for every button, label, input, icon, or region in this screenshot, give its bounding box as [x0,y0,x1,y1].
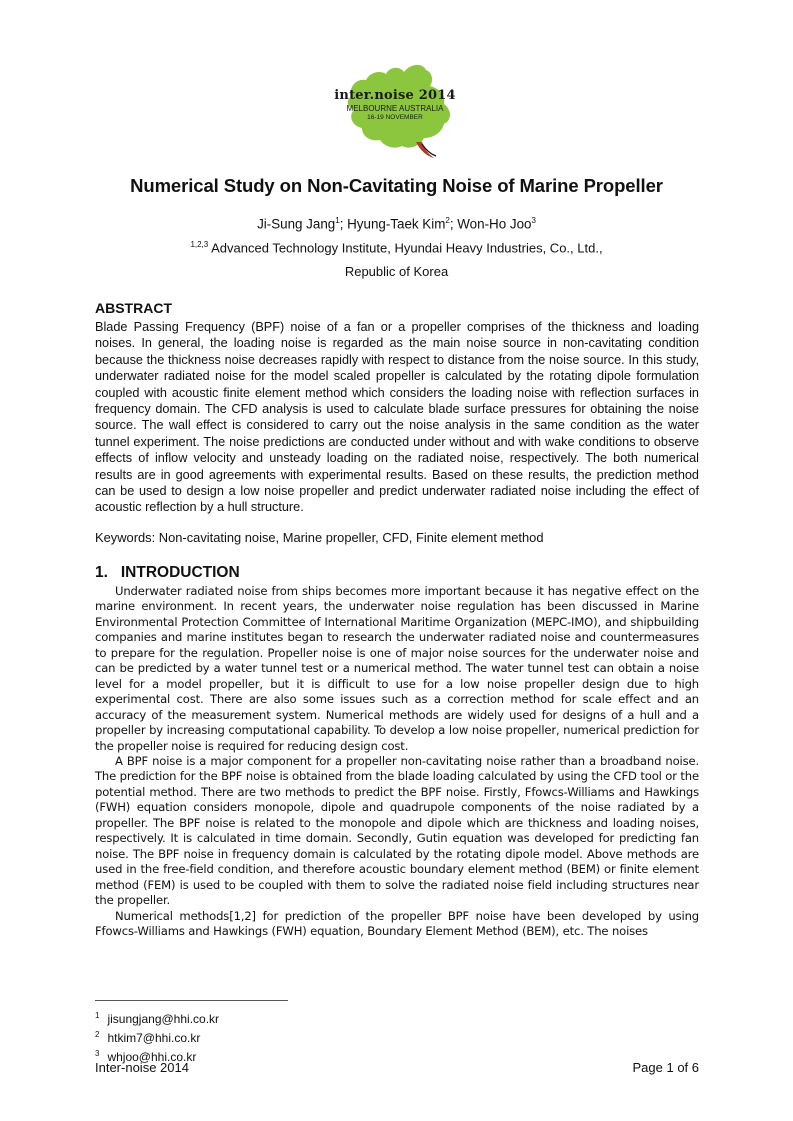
author-3-sup: 3 [531,216,536,225]
footer-conference: Inter-noise 2014 [95,1060,189,1075]
author-3: Won-Ho Joo [457,216,532,232]
author-sep-1: ; [339,216,348,232]
footnote-3-email: whjoo@hhi.co.kr [107,1050,197,1064]
affiliation-text: Advanced Technology Institute, Hyundai Heavy Industries, Co., Ltd., [208,240,603,256]
intro-paragraph-3: Numerical methods[1,2] for prediction of the propeller BPF noise have been developed by using Ffowcs-Williams and Hawkings (FWH) equation, Boundary Element Method (BEM), etc. The noises [95,908,699,938]
conference-logo [330,58,460,166]
logo-line2: MELBOURNE AUSTRALIA [346,104,444,113]
footnotes [95,1008,219,1065]
footer-page-number: Page 1 of 6 [632,1060,699,1075]
introduction-body [95,584,699,939]
author-1: Ji-Sung Jang [257,216,336,232]
logo-line1: inter.noise 2014 [334,88,456,103]
affiliation-country: Republic of Korea [344,264,449,279]
author-sep-2: ; [449,216,458,232]
intro-paragraph-2: A BPF noise is a major component for a propeller non-cavitating noise rather than a broadband noise. The prediction for the BPF noise is obtained from the blade loading calculated by using the CFD tool or the potential method. There are two methods to predict the BPF noise. Firstly, Ffowcs-Williams and Hawkings (FWH) equation considers monopole, dipole and quadrupole components of the noise radiated by a propeller. The BPF noise is related to the monopole and dipole which are thickness and loading noises, respectively. It is calculated in time domain. Secondly, Gutin equation was developed for predicting fan noise. The BPF noise in frequency domain is calculated by the rotating dipole model. Above methods are used in the free-field condition, and therefore acoustic boundary element method (BEM) or finite element method (FEM) is used to be coupled with them to solve the radiated noise field including structures near the propeller. [95,753,699,908]
footnote-3-sup: 3 [95,1049,100,1058]
logo-line3: 16-19 NOVEMBER [367,114,423,121]
footnote-1-email: jisungjang@hhi.co.kr [107,1012,220,1026]
section-heading-introduction: 1. INTRODUCTION [95,564,240,581]
footnote-2-sup: 2 [95,1030,100,1039]
footnote-1 [95,1008,219,1027]
abstract-heading: ABSTRACT [95,300,172,316]
paper-title: Numerical Study on Non-Cavitating Noise of Marine Propeller [130,175,663,196]
author-2: Hyung-Taek Kim [347,216,446,232]
footnote-divider [95,1000,288,1001]
author-list [0,216,793,231]
footnote-2 [95,1027,219,1046]
footnote-1-sup: 1 [95,1011,100,1020]
keywords: Keywords: Non-cavitating noise, Marine propeller, CFD, Finite element method [95,530,544,545]
affiliation [0,240,793,255]
footnote-2-email: htkim7@hhi.co.kr [107,1031,201,1045]
affiliation-sup: 1,2,3 [190,240,209,249]
author-2-sup: 2 [445,216,450,225]
author-1-sup: 1 [335,216,340,225]
intro-paragraph-1: Underwater radiated noise from ships becomes more important because it has negative effect on the marine environment. In recent years, the underwater noise regulation has been discussed in Marine Environmental Protection Committee of International Maritime Organization (MEPC-IMO), and shipbuilding companies and marine institutes began to research the underwater radiated noise and countermeasures to prepare for the regulation. Propeller noise is one of major noise sources for the underwater noise and can be predicted by a water tunnel test or a numerical method. The water tunnel test can obtain a noise level for a model propeller, but it is difficult to use for a low noise propeller design due to high experimental cost. There are also some issues such as a correction method for scale effect and an accuracy of the measurement system. Numerical methods are widely used for designs of a hull and a propeller by increasing computational capability. To develop a low noise propeller, numerical prediction for the propeller noise is required for reducing design cost. [95,584,699,753]
abstract-text: Blade Passing Frequency (BPF) noise of a fan or a propeller comprises of the thickness and loading noises. In general, the loading noise is regarded as the main noise source in non-cavitating condition because the thickness noise decreases rapidly with respect to distance from the noise source. In this study, underwater radiated noise for the model scaled propeller is calculated by the rotating dipole formulation coupled with acoustic finite element method which considers the loading noise with reflection surfaces in frequency domain. The CFD analysis is used to calculate blade surface pressures for obtaining the noise source. The wall effect is considered to carry out the noise analysis in the same condition as the water tunnel experiment. The noise predictions are conducted under without and with wake conditions to observe effects of inflow velocity and unsteady loading on the radiated noise, respectively. The both numerical results are in good agreements with experimental results. Based on these results, the prediction method can be used to design a low noise propeller and predict underwater radiated noise including the effect of acoustic reflection by a hull structure. [95,320,699,515]
